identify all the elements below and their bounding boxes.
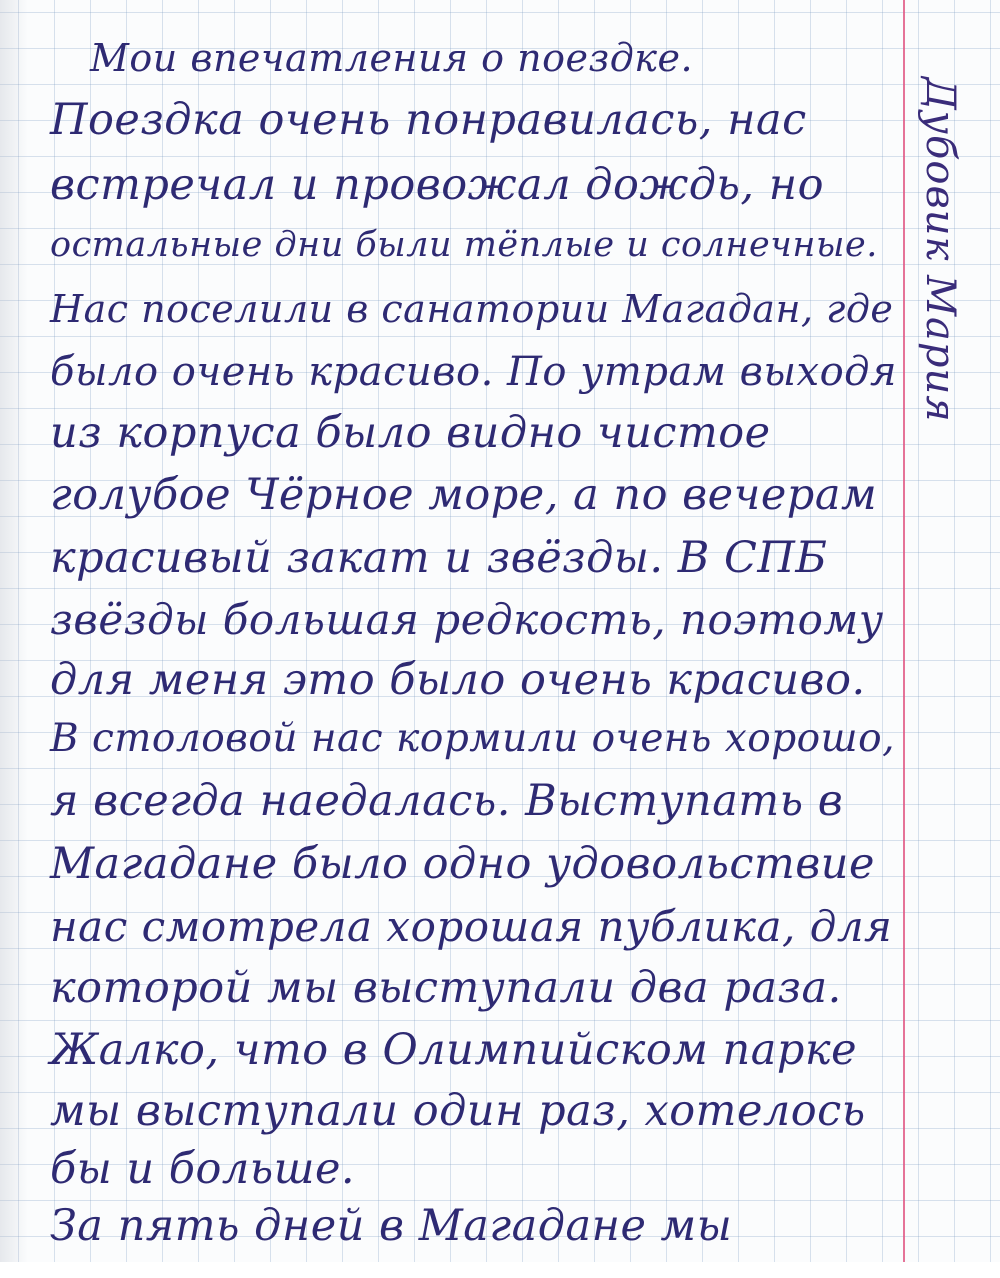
text-line-12: я всегда наедалась. Выступать в — [50, 776, 844, 826]
text-line-7: голубое Чёрное море, а по вечерам — [50, 470, 878, 520]
text-line-5: было очень красиво. По утрам выходя — [50, 349, 898, 395]
text-line-17: мы выступали один раз, хотелось — [50, 1086, 866, 1136]
text-line-9: звёзды большая редкость, поэтому — [50, 595, 884, 644]
text-line-13: Магадане было одно удовольствие — [50, 839, 875, 889]
text-line-14: нас смотрела хорошая публика, для — [50, 902, 893, 951]
margin-line — [903, 0, 905, 1278]
text-line-15: которой мы выступали два раза. — [50, 963, 842, 1013]
text-line-2: встречал и провожал дождь, но — [50, 160, 824, 210]
author-name-vertical: Дубовик Мария — [917, 77, 963, 423]
text-line-10: для меня это было очень красиво. — [50, 655, 866, 705]
page-edge-shadow — [0, 0, 28, 1278]
text-line-3: остальные дни были тёплые и солнечные. — [50, 225, 878, 265]
essay-title: Мои впечатления о поездке. — [90, 36, 694, 80]
text-line-8: красивый закат и звёзды. В СПБ — [50, 533, 828, 583]
text-line-11: В столовой нас кормили очень хорошо, — [50, 716, 895, 761]
text-line-1: Поездка очень понравилась, нас — [50, 95, 807, 145]
text-line-16: Жалко, что в Олимпийском парке — [50, 1025, 858, 1075]
text-line-18: бы и больше. — [50, 1144, 356, 1194]
text-line-19: За пять дней в Магадане мы — [50, 1201, 733, 1251]
text-line-6: из корпуса было видно чистое — [50, 408, 771, 458]
page-bottom-edge — [0, 1262, 1000, 1278]
text-line-4: Нас поселили в санатории Магадан, где — [50, 287, 894, 331]
